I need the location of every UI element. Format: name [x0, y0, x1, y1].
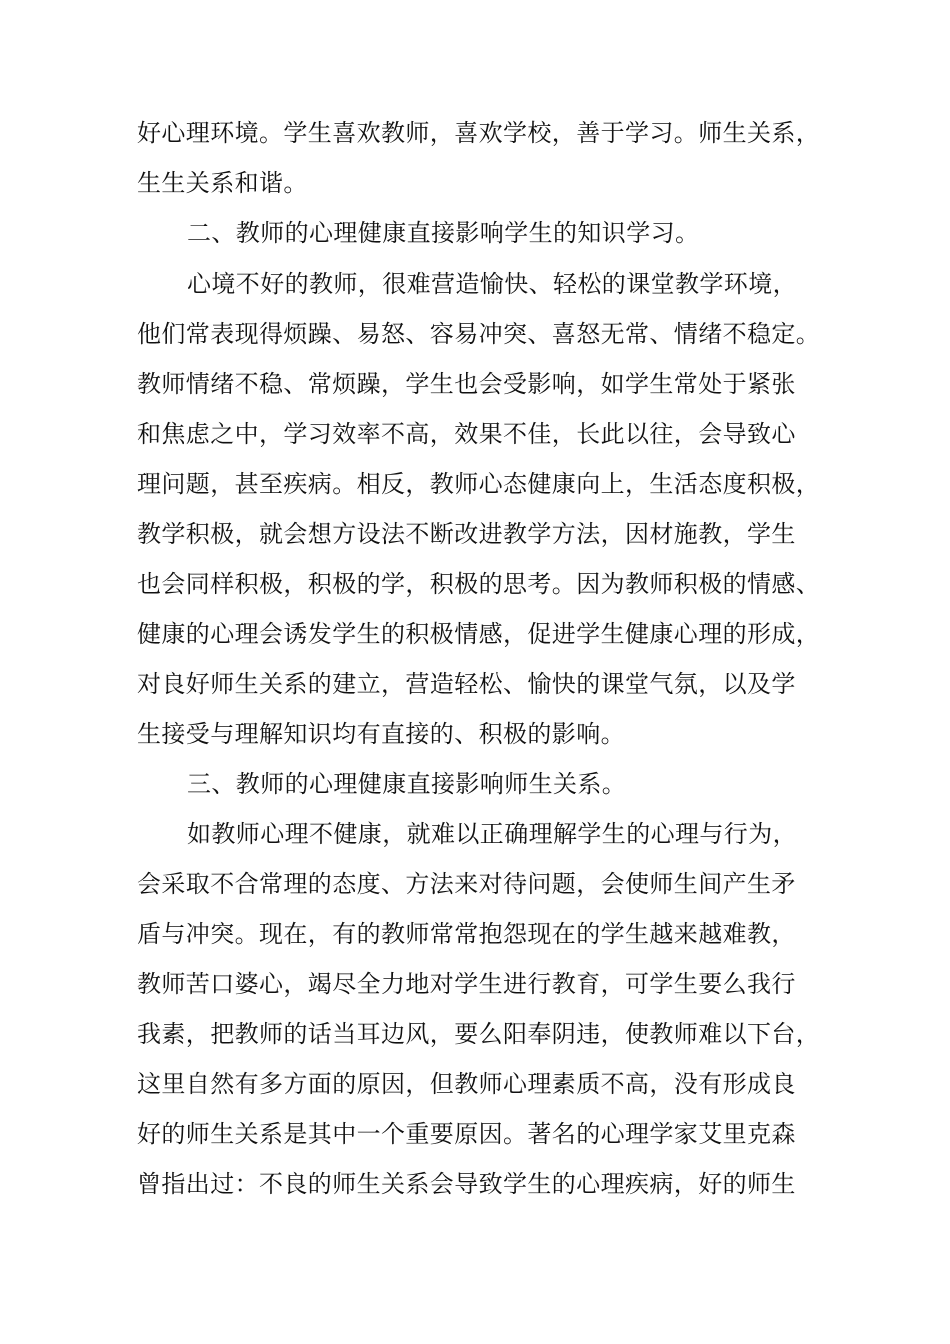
- section-heading: 三、教师的心理健康直接影响师生关系。: [187, 770, 627, 798]
- text-line: 生接受与理解知识均有直接的、积极的影响。: [137, 720, 625, 748]
- text-line: 也会同样积极，积极的学，积极的思考。因为教师积极的情感、: [137, 570, 821, 598]
- text-line: 他们常表现得烦躁、易怒、容易冲突、喜怒无常、情绪不稳定。: [137, 320, 821, 348]
- text-line: 盾与冲突。现在，有的教师常常抱怨现在的学生越来越难教，: [137, 920, 796, 948]
- text-line: 理问题，甚至疾病。相反，教师心态健康向上，生活态度积极，: [137, 470, 821, 498]
- text-line: 生生关系和谐。: [137, 169, 308, 197]
- text-line: 心境不好的教师，很难营造愉快、轻松的课堂教学环境，: [187, 270, 797, 298]
- text-line: 好的师生关系是其中一个重要原因。著名的心理学家艾里克森: [137, 1120, 796, 1148]
- text-line: 健康的心理会诱发学生的积极情感，促进学生健康心理的形成，: [137, 620, 821, 648]
- text-line: 教师情绪不稳、常烦躁，学生也会受影响，如学生常处于紧张: [137, 370, 796, 398]
- text-line: 如教师心理不健康，就难以正确理解学生的心理与行为，: [187, 820, 797, 848]
- section-heading: 二、教师的心理健康直接影响学生的知识学习。: [187, 219, 700, 247]
- text-line: 好心理环境。学生喜欢教师，喜欢学校，善于学习。师生关系，: [137, 119, 821, 147]
- text-line: 曾指出过：不良的师生关系会导致学生的心理疾病，好的师生: [137, 1170, 796, 1198]
- text-line: 教师苦口婆心，竭尽全力地对学生进行教育，可学生要么我行: [137, 970, 796, 998]
- text-line: 教学积极，就会想方设法不断改进教学方法，因材施教，学生: [137, 520, 796, 548]
- text-line: 我素，把教师的话当耳边风，要么阳奉阴违，使教师难以下台，: [137, 1020, 821, 1048]
- text-line: 和焦虑之中，学习效率不高，效果不佳，长此以往，会导致心: [137, 420, 796, 448]
- text-line: 这里自然有多方面的原因，但教师心理素质不高，没有形成良: [137, 1070, 796, 1098]
- text-line: 对良好师生关系的建立，营造轻松、愉快的课堂气氛，以及学: [137, 670, 796, 698]
- text-line: 会采取不合常理的态度、方法来对待问题，会使师生间产生矛: [137, 870, 796, 898]
